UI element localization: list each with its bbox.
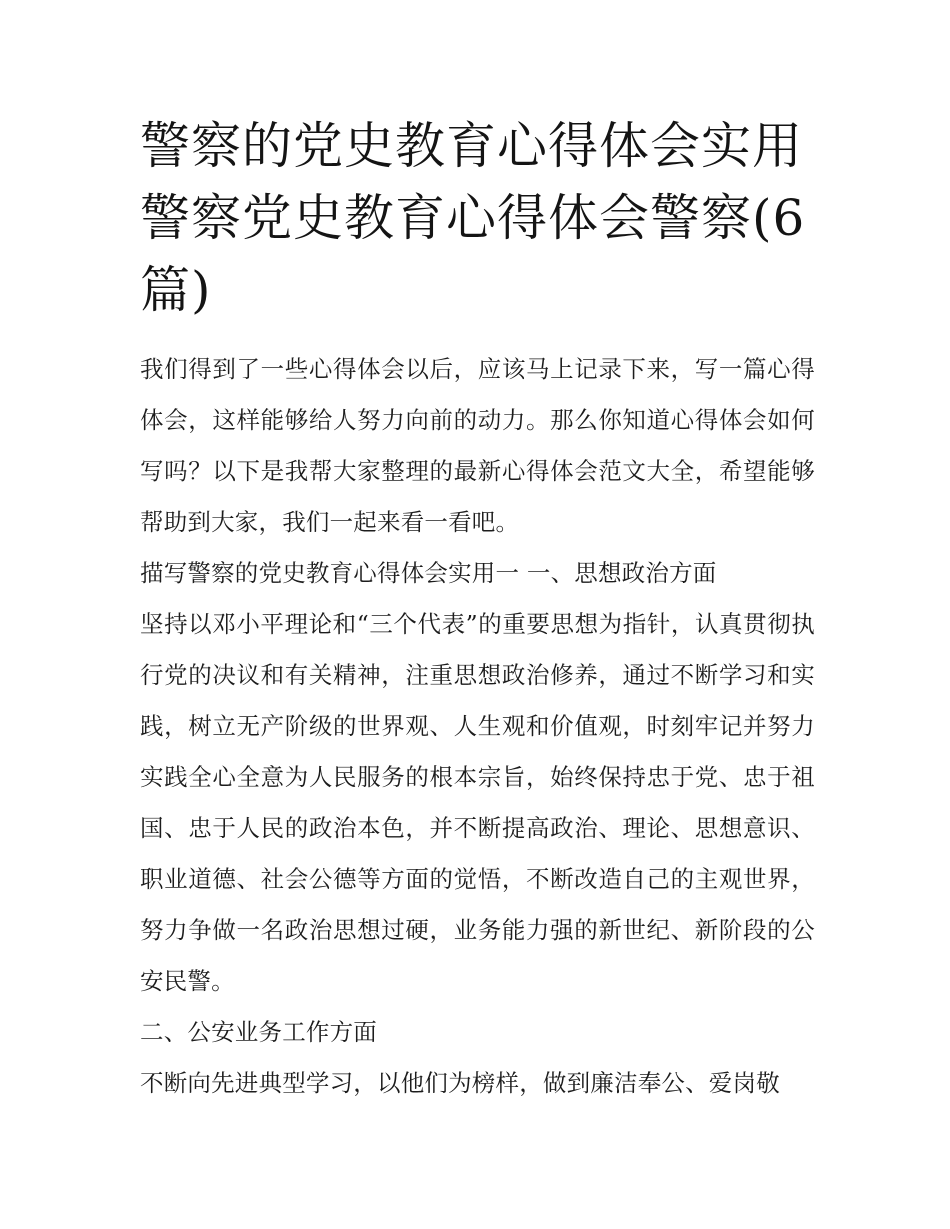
- section-heading-two: 二、公安业务工作方面: [140, 1018, 377, 1046]
- document-page: [140, 110, 815, 1109]
- section-heading-one: 描写警察的党史教育心得体会实用一 一、思想政治方面: [140, 559, 717, 587]
- document-title: 警察的党史教育心得体会实用警察党史教育心得体会警察(6篇): [140, 117, 806, 319]
- document-body: [140, 344, 815, 1109]
- business-paragraph: 不断向先进典型学习，以他们为榜样，做到廉洁奉公、爱岗敬: [140, 1069, 780, 1097]
- intro-paragraph: 我们得到了一些心得体会以后，应该马上记录下来，写一篇心得体会，这样能够给人努力向前的动力。那么你知道心得体会如何写吗？以下是我帮大家整理的最新心得体会范文大全，希望能够帮助到大家，我们一起来看一看吧。: [140, 355, 815, 536]
- political-paragraph: 坚持以邓小平理论和“三个代表”的重要思想为指针，认真贯彻执行党的决议和有关精神，注重思想政治修养，通过不断学习和实践，树立无产阶级的世界观、人生观和价值观，时刻牢记并努力实践全心全意为人民服务的根本宗旨，始终保持忠于党、忠于祖国、忠于人民的政治本色，并不断提高政治、理论、思想意识、职业道德、社会公德等方面的觉悟，不断改造自己的主观世界，努力争做一名政治思想过硬，业务能力强的新世纪、新阶段的公安民警。: [140, 610, 815, 995]
